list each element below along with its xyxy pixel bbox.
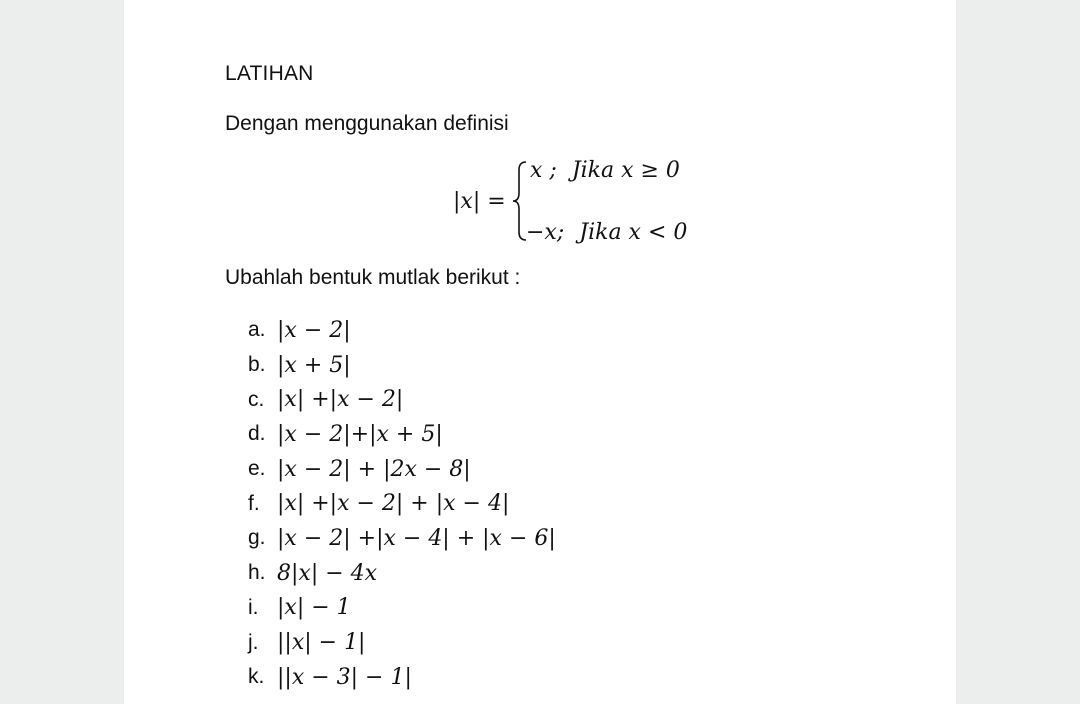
exercise-item-b: [248, 348, 556, 383]
exercise-expression: ||x| − 1|: [277, 630, 366, 656]
exercise-list: [248, 313, 556, 695]
exercise-item-k: [248, 660, 556, 695]
exercise-label: e.: [248, 457, 266, 481]
exercise-expression: |x − 2|+|x + 5|: [277, 421, 443, 447]
exercise-expression: |x| − 1: [277, 595, 351, 621]
exercise-item-d: [248, 417, 556, 452]
exercise-item-c: [248, 382, 556, 417]
definition-case-positive: [530, 158, 680, 183]
case-positive-condition: Jika x ≥ 0: [571, 158, 680, 183]
exercise-item-i: [248, 591, 556, 626]
intro-text: Dengan menggunakan definisi: [225, 112, 509, 135]
case-positive-expr: x ;: [530, 158, 557, 183]
exercise-label: b.: [248, 353, 266, 377]
definition-lhs: |x| =: [453, 189, 506, 214]
exercise-label: i.: [248, 595, 259, 619]
case-negative-condition: Jika x < 0: [579, 220, 688, 245]
exercise-label: k.: [248, 665, 265, 689]
exercise-item-a: [248, 313, 556, 348]
exercise-expression: |x| +|x − 2| + |x − 4|: [277, 491, 510, 517]
exercise-expression: 8|x| − 4x: [277, 560, 378, 586]
exercise-expression: |x| +|x − 2|: [277, 387, 404, 413]
exercise-expression: |x − 2| + |2x − 8|: [277, 456, 471, 482]
exercise-expression: ||x − 3| − 1|: [277, 664, 412, 690]
exercise-label: f.: [248, 491, 260, 515]
exercise-item-g: [248, 521, 556, 556]
case-negative-expr: −x;: [526, 220, 565, 245]
instruction-text: Ubahlah bentuk mutlak berikut :: [225, 266, 521, 289]
exercise-label: g.: [248, 526, 266, 550]
exercise-label: c.: [248, 387, 265, 411]
exercise-item-e: [248, 452, 556, 487]
exercise-item-h: [248, 556, 556, 591]
exercise-label: h.: [248, 561, 266, 585]
exercise-expression: |x − 2| +|x − 4| + |x − 6|: [277, 525, 556, 551]
exercise-expression: |x − 2|: [277, 317, 351, 343]
exercise-label: j.: [248, 630, 259, 654]
exercise-item-j: [248, 625, 556, 660]
exercise-label: d.: [248, 422, 266, 446]
exercise-item-f: [248, 486, 556, 521]
exercise-title: LATIHAN: [225, 62, 314, 85]
exercise-label: a.: [248, 318, 266, 342]
document-page: [124, 0, 956, 704]
definition-case-negative: [526, 220, 687, 245]
exercise-expression: |x + 5|: [277, 352, 351, 378]
